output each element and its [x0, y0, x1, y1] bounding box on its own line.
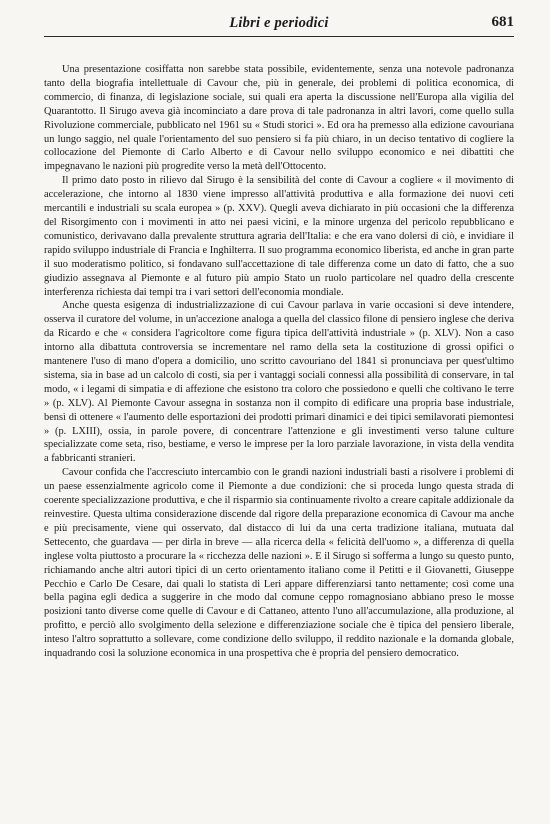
article-body — [44, 63, 514, 661]
running-header — [44, 14, 514, 37]
paragraph-4: Cavour confida che l'accresciuto intercambio con le grandi nazioni industriali basti a risolvere i problemi di un paese essenzialmente agricolo come il Piemonte a due condizioni: che si proceda lungo questa strada di coerente specializzazione produttiva, e che il risparmio sia continuamente rivolto a creare capitale addizionale da reinvestire. Questa ultima considerazione discende dal rigore della preparazione economica di Cavour ma anche e più precisamente, viene qui osservato, dal distacco di lui da una certa tradizione italiana, mutuata dal Settecento, che guardava — per dirla in breve — alla ricerca della « felicità dell'uomo », a differenza di quella inglese volta piuttosto a procurare la « ricchezza delle nazioni ». E il Sirugo si sofferma a lungo su questo punto, richiamando anche altri autori tipici di un certo orientamento italiano come il Petitti e il Giovanetti, Giuseppe Pecchio e Carlo De Cesare, dai quali lo statista di Leri appare differenziarsi tanto nettamente; così come una bella pagina egli dedica a suggerire in che modo dal comune ceppo romagnosiano abbiano preso le mosse posizioni tanto diverse come quelle di Cavour e di Cattaneo, attento l'uno all'accumulazione, alla produzione, al profitto, e perciò allo svolgimento della selezione e differenziazione sociale che è tipica del pensiero liberale, inteso l'altro soprattutto a sollevare, come condizione dello sviluppo, il reddito nazionale e la domanda globale, inquadrando così la soluzione economica in una prospettiva che è propria del pensiero democratico. — [44, 467, 514, 660]
paragraph-1: Una presentazione cosiffatta non sarebbe stata possibile, evidentemente, senza una notevole padronanza tanto della biografia intellettuale di Cavour che, più in generale, dei problemi di politica economica, di commercio, di finanza, di legislazione sociale, sui quali era aperta la discussione nell'Europa alla vigilia del Quarantotto. Il Sirugo aveva già incominciato a dare prova di tale padronanza in altri lavori, come quello sulla Rivoluzione commerciale, pubblicato nel 1961 su « Studi storici ». Ed ora ha premesso alla edizione cavouriana un lungo saggio, nel quale l'orientamento del suo pensiero si fa più chiaro, in un deciso tentativo di cogliere la collocazione del Piemonte di Carlo Alberto e di Cavour nello sviluppo economico e nei dibattiti che impegnavano le nazioni più progredite verso la metà dell'Ottocento. — [44, 64, 514, 173]
page-number: 681 — [491, 14, 514, 30]
paragraph-2: Il primo dato posto in rilievo dal Sirugo è la sensibilità del conte di Cavour a cogliere « il movimento di accelerazione, che intorno al 1830 viene impresso all'attività produttiva e alla formazione dei nuovi ceti mercantili e industriali su scala europea » (p. XXV). Quegli aveva dichiarato in più occasioni che la differenza del Risorgimento con i movimenti in atto nei paesi vicini, e la minore urgenza del pericolo repubblicano e comunistico, derivavano dalla prevalente struttura agraria dell'Italia: e che era vano dolersi di ciò, e invidiare il rapido sviluppo industriale di Francia e Inghilterra. Il suo programma economico liberista, ed anche in gran parte il suo moderatismo politico, si fondavano sull'accettazione di tale differenza come un dato di fatto, che a suo giudizio assegnava al Piemonte e al futuro più ampio Stato un ruolo particolare nel quadro della crescente interferenza richiesta dai tempi tra i vari settori dell'economia mondiale. — [44, 175, 514, 298]
paragraph-3: Anche questa esigenza di industrializzazione di cui Cavour parlava in varie occasioni si deve intendere, osserva il curatore del volume, in un'accezione analoga a quella del classico filone di pensiero inglese che deriva da Ricardo e che « considera l'agricoltore come figura tipica dell'attività industriale » (p. XLV). Non a caso intorno alla dibattuta controversia se incrementare nel ramo della seta la costituzione di grossi opifici o mantenere l'uso di mano d'opera a domicilio, uno scritto cavouriano del 1841 si pronunciava per quest'ultimo sistema, sia in base ad un calcolo di costi, sia per i vantaggi sociali connessi alla possibilità di conservare, in tal modo, « i legami di simpatia e di affezione che esistono tra coloro che possiedono e quelli che coltivano le terre » (p. XLV). Al Piemonte Cavour assegna in sostanza non il compito di edificare una propria base industriale, bensì di ottenere « l'aumento delle esportazioni dei prodotti primari dinamici e dei tipici semilavorati piemontesi » (p. LXIII), ossia, in parole povere, di concentrare l'attenzione e gli investimenti verso talune culture specializzate come seta, riso, bestiame, e verso le imprese per la loro parziale lavorazione, in vista della vendita a fabbricanti stranieri. — [44, 300, 514, 465]
book-page — [44, 14, 514, 661]
section-title: Libri e periodici — [229, 15, 329, 31]
